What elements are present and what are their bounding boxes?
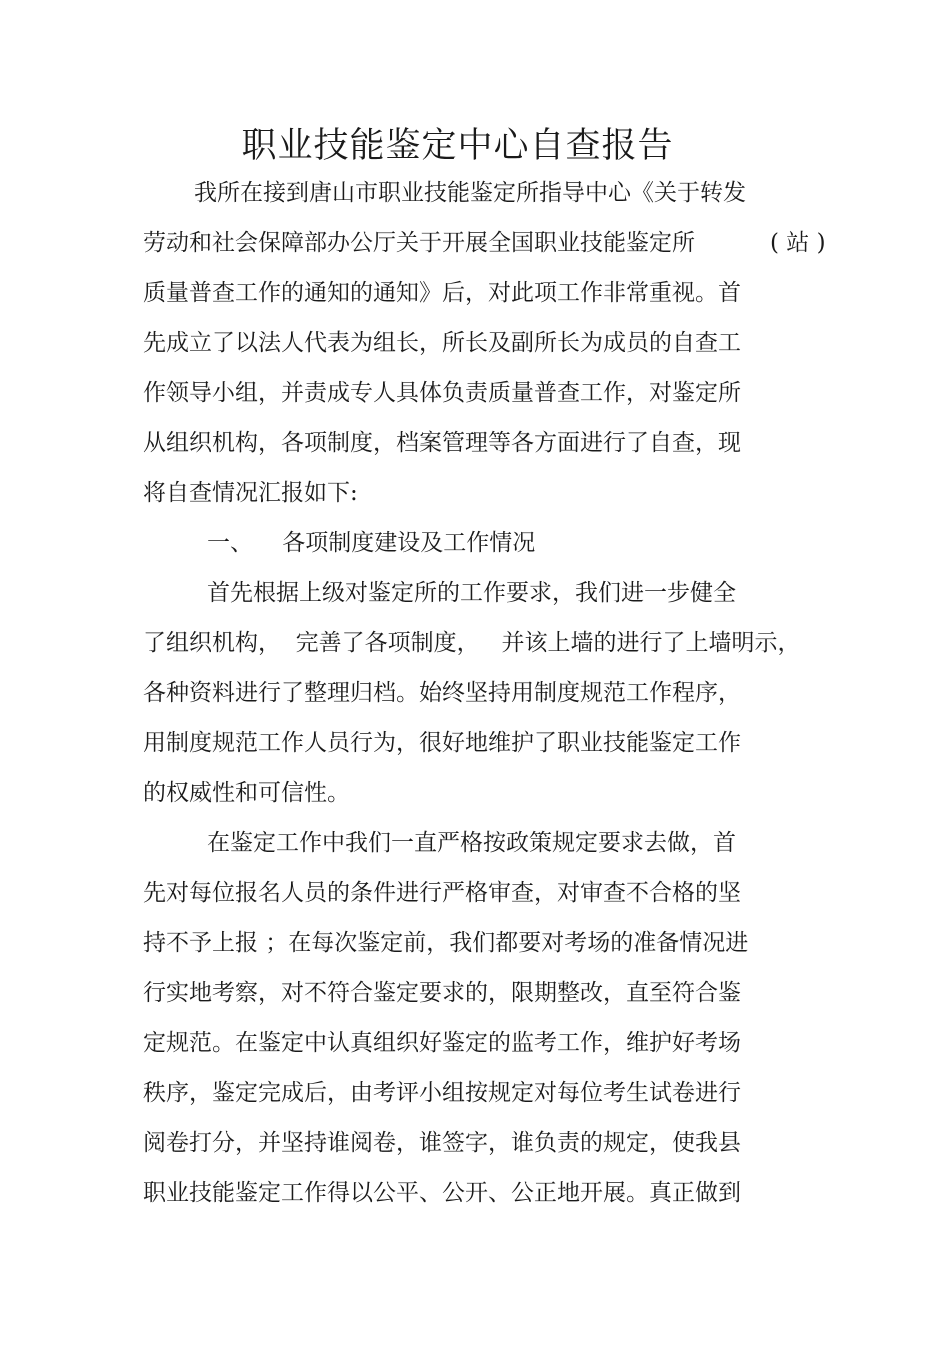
paragraph-line: 了组织机构， 完善了各项制度， 并该上墙的进行了上墙明示，	[143, 630, 801, 656]
paragraph-line: 的权威性和可信性。	[143, 780, 350, 806]
paragraph-line: 行实地考察，对不符合鉴定要求的，限期整改，直至符合鉴	[143, 980, 741, 1006]
paragraph-line: 先成立了以法人代表为组长，所长及副所长为成员的自查工	[143, 330, 741, 356]
document-title: 职业技能鉴定中心自查报告	[241, 126, 674, 166]
paragraph-line: 各种资料进行了整理归档。始终坚持用制度规范工作程序，	[143, 680, 741, 706]
paragraph-line: 用制度规范工作人员行为，很好地维护了职业技能鉴定工作	[143, 730, 741, 756]
paragraph-line: 先对每位报名人员的条件进行严格审查，对审查不合格的坚	[143, 880, 741, 906]
paragraph-line: 秩序，鉴定完成后，由考评小组按规定对每位考生试卷进行	[143, 1080, 741, 1106]
paragraph-line: 将自查情况汇报如下:	[143, 480, 358, 506]
paragraph-line: 质量普查工作的通知的通知》后，对此项工作非常重视。首	[143, 280, 741, 306]
paragraph-line: 阅卷打分，并坚持谁阅卷，谁签字，谁负责的规定，使我县	[143, 1130, 741, 1156]
paragraph-line: 作领导小组，并责成专人具体负责质量普查工作，对鉴定所	[143, 380, 741, 406]
paragraph-line: 从组织机构，各项制度，档案管理等各方面进行了自查，现	[143, 430, 741, 456]
paragraph-line: 职业技能鉴定工作得以公平、公开、公正地开展。真正做到	[143, 1180, 741, 1206]
paragraph-line: 劳动和社会保障部办公厅关于开展全国职业技能鉴定所	[143, 230, 695, 256]
section-heading: 一、 各项制度建设及工作情况	[207, 530, 536, 556]
paragraph-line: 定规范。在鉴定中认真组织好鉴定的监考工作，维护好考场	[143, 1030, 741, 1056]
station-note: ( 站 )	[770, 230, 826, 256]
paragraph-line: 我所在接到唐山市职业技能鉴定所指导中心《关于转发	[194, 180, 746, 206]
paragraph-line: 首先根据上级对鉴定所的工作要求，我们进一步健全	[207, 580, 736, 606]
paragraph-line: 持不予上报 ；在每次鉴定前，我们都要对考场的准备情况进	[143, 930, 749, 956]
paragraph-line: 在鉴定工作中我们一直严格按政策规定要求去做，首	[207, 830, 736, 856]
